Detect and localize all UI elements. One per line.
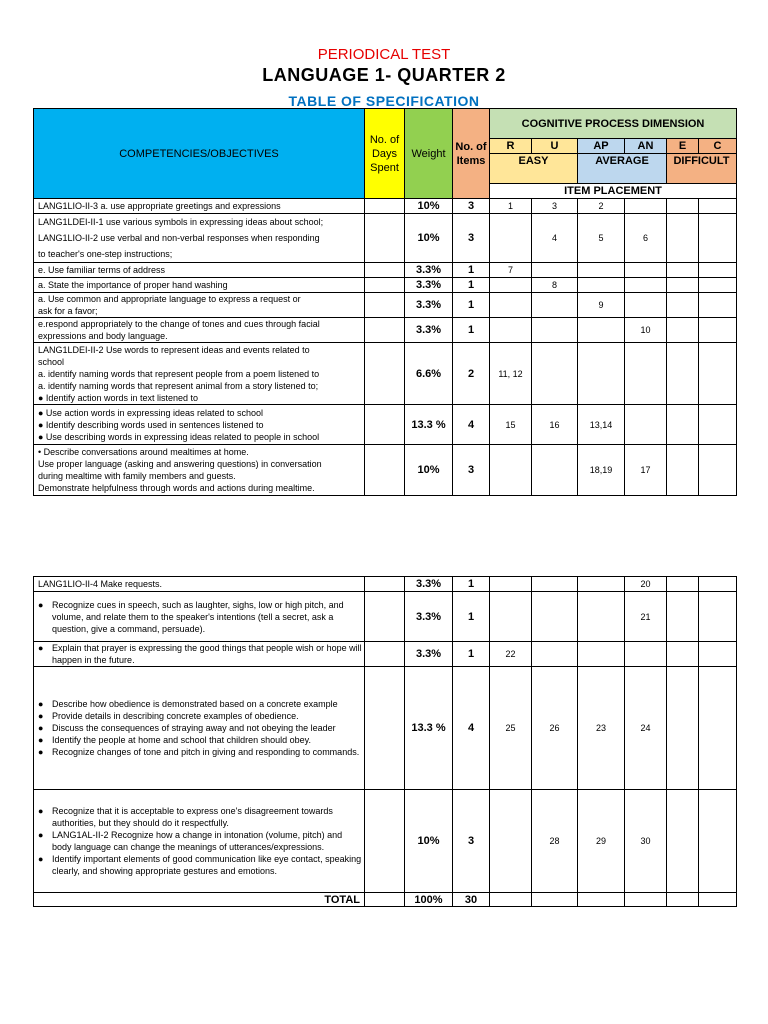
bullet-icon: ● <box>38 599 44 610</box>
items-cell: 3 <box>453 445 490 496</box>
competency-cell <box>34 214 365 263</box>
empty-cell <box>699 893 737 907</box>
an-cell <box>625 642 667 667</box>
e-cell <box>667 642 699 667</box>
bullet-text: Provide details in describing concrete examples of obedience. <box>52 711 299 721</box>
competency-cell <box>34 667 365 790</box>
competency-bullet <box>38 642 364 666</box>
weight-cell: 3.3% <box>405 642 453 667</box>
c-cell <box>699 577 737 592</box>
competency-bullet <box>38 734 364 746</box>
competency-line: a. identify naming words that represent animal from a story listened to; <box>38 380 319 391</box>
remembering-header: R <box>490 139 532 154</box>
days-cell <box>365 592 405 642</box>
r-cell: 22 <box>490 642 532 667</box>
days-cell <box>365 405 405 445</box>
empty-cell <box>490 893 532 907</box>
ap-cell <box>578 318 625 343</box>
table-of-specification-title: TABLE OF SPECIFICATION <box>288 93 480 109</box>
table-row <box>34 214 737 263</box>
competency-line: Use proper language (asking and answering questions) in conversation <box>38 459 322 469</box>
items-cell: 1 <box>453 293 490 318</box>
items-cell: 3 <box>453 214 490 263</box>
an-cell <box>625 263 667 278</box>
competency-line: ask for a favor; <box>38 306 98 316</box>
competency-cell <box>34 642 365 667</box>
competency-line: • Describe conversations around mealtimes at home. <box>38 447 249 457</box>
r-cell: 11, 12 <box>490 343 532 405</box>
an-cell: 20 <box>625 577 667 592</box>
evaluating-header: E <box>667 139 699 154</box>
bullet-text: LANG1AL-II-2 Recognize how a change in intonation (volume, pitch) and body language can change the meanings of utterances/expressions. <box>52 830 343 852</box>
r-cell <box>490 790 532 893</box>
ap-cell <box>578 263 625 278</box>
days-cell <box>365 893 405 907</box>
easy-header: EASY <box>490 154 578 184</box>
empty-cell <box>667 893 699 907</box>
u-cell: 16 <box>532 405 578 445</box>
competency-line: ● Use action words in expressing ideas related to school <box>38 407 264 418</box>
competency-line: Demonstrate helpfulness through words and actions during mealtime. <box>38 483 315 493</box>
r-cell <box>490 318 532 343</box>
weight-cell: 10% <box>405 790 453 893</box>
competency-line: school <box>38 356 65 367</box>
days-cell <box>365 214 405 263</box>
periodical-test-title: PERIODICAL TEST <box>317 46 451 63</box>
competency-cell <box>34 790 365 893</box>
an-cell <box>625 405 667 445</box>
e-cell <box>667 278 699 293</box>
competency-line: ● Use describing words in expressing ideas related to people in school <box>38 431 320 442</box>
competency-cell <box>34 405 365 445</box>
table-row <box>34 278 737 293</box>
e-cell <box>667 790 699 893</box>
ap-cell <box>578 577 625 592</box>
bullet-text: Discuss the consequences of straying away and not obeying the leader <box>52 723 336 733</box>
an-cell <box>625 199 667 214</box>
c-cell <box>699 445 737 496</box>
weight-cell: 3.3% <box>405 293 453 318</box>
bullet-text: Recognize cues in speech, such as laughter, sighs, low or high pitch, and volume, and relate them to the speaker's intentions (tell a secret, ask a question, give a command, persuade). <box>52 599 344 634</box>
items-cell: 1 <box>453 642 490 667</box>
r-cell: 15 <box>490 405 532 445</box>
competency-line: ● Identify action words in text listened to <box>38 392 199 403</box>
ap-cell <box>578 278 625 293</box>
r-cell <box>490 293 532 318</box>
u-cell <box>532 592 578 642</box>
bullet-text: Identify important elements of good communication like eye contact, speaking clearly, and showing appropriate gestures and emotions. <box>52 854 362 876</box>
an-cell: 10 <box>625 318 667 343</box>
items-cell: 1 <box>453 263 490 278</box>
ap-cell: 18,19 <box>578 445 625 496</box>
c-cell <box>699 263 737 278</box>
empty-cell <box>625 893 667 907</box>
competency-line: a. State the importance of proper hand washing <box>38 280 228 290</box>
bullet-icon: ● <box>38 747 44 757</box>
ap-cell <box>578 343 625 405</box>
weight-cell: 10% <box>405 199 453 214</box>
e-cell <box>667 592 699 642</box>
subject-quarter-title: LANGUAGE 1- QUARTER 2 <box>262 65 506 85</box>
days-cell <box>365 263 405 278</box>
competency-cell <box>34 445 365 496</box>
creating-header: C <box>699 139 737 154</box>
competency-bullet <box>38 710 364 722</box>
u-cell <box>532 318 578 343</box>
table-row <box>34 592 737 642</box>
table-row <box>34 343 737 405</box>
competency-line: ● Identify describing words used in sentences listened to <box>38 419 264 430</box>
an-cell: 17 <box>625 445 667 496</box>
u-cell <box>532 642 578 667</box>
an-cell: 30 <box>625 790 667 893</box>
page-header <box>0 46 768 110</box>
competency-bullet <box>38 829 364 853</box>
r-cell <box>490 577 532 592</box>
e-cell <box>667 577 699 592</box>
tos-table-part-1 <box>33 108 737 496</box>
bullet-text: Identify the people at home and school that children should obey. <box>52 735 312 745</box>
applying-header: AP <box>578 139 625 154</box>
ap-cell: 2 <box>578 199 625 214</box>
competency-line: e.respond appropriately to the change of tones and cues through facial <box>38 319 320 329</box>
items-cell: 4 <box>453 405 490 445</box>
table-row <box>34 667 737 790</box>
days-cell <box>365 445 405 496</box>
bullet-icon: ● <box>38 806 44 816</box>
table-row <box>34 263 737 278</box>
items-cell: 1 <box>453 592 490 642</box>
table-row <box>34 790 737 893</box>
c-cell <box>699 214 737 263</box>
competency-cell <box>34 278 365 293</box>
items-cell: 1 <box>453 278 490 293</box>
competency-line: expressions and body language. <box>38 331 168 341</box>
competency-line: during mealtime with family members and guests. <box>38 471 236 481</box>
r-cell <box>490 445 532 496</box>
competency-line: to teacher's one-step instructions; <box>38 249 173 259</box>
days-cell <box>365 293 405 318</box>
no-of-items-header: No. of Items <box>453 109 490 199</box>
u-cell <box>532 445 578 496</box>
bullet-text: Explain that prayer is expressing the good things that people wish or hope will happen in the future. <box>52 643 362 665</box>
competency-cell <box>34 318 365 343</box>
c-cell <box>699 199 737 214</box>
u-cell: 4 <box>532 214 578 263</box>
ap-cell: 29 <box>578 790 625 893</box>
competency-bullet <box>38 722 364 734</box>
u-cell <box>532 293 578 318</box>
ap-cell: 9 <box>578 293 625 318</box>
an-cell: 6 <box>625 214 667 263</box>
u-cell: 3 <box>532 199 578 214</box>
weight-cell: 3.3% <box>405 278 453 293</box>
an-cell <box>625 293 667 318</box>
u-cell <box>532 263 578 278</box>
competency-line: a. identify naming words that represent people from a poem listened to <box>38 368 320 379</box>
ap-cell: 5 <box>578 214 625 263</box>
days-cell <box>365 642 405 667</box>
an-cell: 21 <box>625 592 667 642</box>
ap-cell: 13,14 <box>578 405 625 445</box>
r-cell: 25 <box>490 667 532 790</box>
days-cell <box>365 667 405 790</box>
empty-cell <box>578 893 625 907</box>
empty-cell <box>532 893 578 907</box>
r-cell <box>490 278 532 293</box>
e-cell <box>667 214 699 263</box>
competency-line: LANG1LIO-II-2 use verbal and non-verbal responses when responding <box>38 233 320 243</box>
items-cell: 1 <box>453 318 490 343</box>
competency-line: LANG1LDEI-II-1 use various symbols in expressing ideas about school; <box>38 217 324 227</box>
e-cell <box>667 405 699 445</box>
c-cell <box>699 642 737 667</box>
table-row <box>34 405 737 445</box>
days-spent-header: No. of Days Spent <box>365 109 405 199</box>
understanding-header: U <box>532 139 578 154</box>
weight-header: Weight <box>405 109 453 199</box>
difficult-header: DIFFICULT <box>667 154 737 184</box>
c-cell <box>699 293 737 318</box>
item-placement-header: ITEM PLACEMENT <box>490 184 737 199</box>
weight-cell: 10% <box>405 445 453 496</box>
bullet-text: Describe how obedience is demonstrated based on a concrete example <box>52 699 338 709</box>
bullet-icon: ● <box>38 723 44 733</box>
table-row <box>34 445 737 496</box>
competency-bullet <box>38 698 364 710</box>
ap-cell: 23 <box>578 667 625 790</box>
c-cell <box>699 278 737 293</box>
competency-line: a. Use common and appropriate language to express a request or <box>38 294 301 304</box>
e-cell <box>667 445 699 496</box>
weight-cell: 10% <box>405 214 453 263</box>
competency-cell <box>34 343 365 405</box>
days-cell <box>365 318 405 343</box>
u-cell: 26 <box>532 667 578 790</box>
competency-bullet <box>38 599 364 635</box>
e-cell <box>667 199 699 214</box>
days-cell <box>365 278 405 293</box>
weight-cell: 3.3% <box>405 263 453 278</box>
weight-cell: 6.6% <box>405 343 453 405</box>
days-cell <box>365 199 405 214</box>
total-label: TOTAL <box>34 893 365 907</box>
r-cell: 7 <box>490 263 532 278</box>
u-cell <box>532 343 578 405</box>
average-header: AVERAGE <box>578 154 667 184</box>
weight-cell: 3.3% <box>405 318 453 343</box>
c-cell <box>699 405 737 445</box>
c-cell <box>699 318 737 343</box>
table-row <box>34 293 737 318</box>
items-cell: 4 <box>453 667 490 790</box>
r-cell <box>490 592 532 642</box>
c-cell <box>699 667 737 790</box>
competency-bullet <box>38 853 364 877</box>
bullet-icon: ● <box>38 699 44 709</box>
c-cell <box>699 592 737 642</box>
total-row <box>34 893 737 907</box>
u-cell <box>532 577 578 592</box>
competency-bullet <box>38 746 364 758</box>
tos-table-part-2 <box>33 576 737 907</box>
weight-cell: 3.3% <box>405 577 453 592</box>
bullet-icon: ● <box>38 643 44 653</box>
days-cell <box>365 343 405 405</box>
weight-cell: 13.3 % <box>405 667 453 790</box>
items-cell: 1 <box>453 577 490 592</box>
r-cell: 1 <box>490 199 532 214</box>
an-cell <box>625 343 667 405</box>
table-row <box>34 577 737 592</box>
competencies-header: COMPETENCIES/OBJECTIVES <box>34 109 365 199</box>
bullet-icon: ● <box>38 854 44 864</box>
u-cell: 8 <box>532 278 578 293</box>
an-cell: 24 <box>625 667 667 790</box>
table-row <box>34 642 737 667</box>
competency-bullet <box>38 805 364 829</box>
days-cell <box>365 790 405 893</box>
e-cell <box>667 343 699 405</box>
weight-cell: 13.3 % <box>405 405 453 445</box>
competency-line: LANG1LDEI-II-2 Use words to represent ideas and events related to <box>38 344 310 355</box>
e-cell <box>667 667 699 790</box>
e-cell <box>667 293 699 318</box>
ap-cell <box>578 592 625 642</box>
u-cell: 28 <box>532 790 578 893</box>
competency-line: LANG1LIO-II-4 Make requests. <box>38 579 163 589</box>
analyzing-header: AN <box>625 139 667 154</box>
table-row <box>34 318 737 343</box>
bullet-icon: ● <box>38 830 44 840</box>
e-cell <box>667 318 699 343</box>
competency-cell <box>34 577 365 592</box>
competency-line: e. Use familiar terms of address <box>38 265 166 275</box>
items-cell: 3 <box>453 199 490 214</box>
bullet-icon: ● <box>38 735 44 745</box>
table-row <box>34 199 737 214</box>
days-cell <box>365 577 405 592</box>
competency-cell <box>34 263 365 278</box>
competency-cell <box>34 592 365 642</box>
r-cell <box>490 214 532 263</box>
items-cell: 3 <box>453 790 490 893</box>
bullet-text: Recognize changes of tone and pitch in giving and responding to commands. <box>52 747 360 757</box>
total-weight: 100% <box>405 893 453 907</box>
competency-cell <box>34 293 365 318</box>
total-items: 30 <box>453 893 490 907</box>
weight-cell: 3.3% <box>405 592 453 642</box>
an-cell <box>625 278 667 293</box>
bullet-text: Recognize that it is acceptable to express one's disagreement towards authorities, but they should do it respectfully. <box>52 806 333 828</box>
cognitive-process-header: COGNITIVE PROCESS DIMENSION <box>490 109 737 139</box>
competency-line: LANG1LIO-II-3 a. use appropriate greetings and expressions <box>38 201 281 211</box>
bullet-icon: ● <box>38 711 44 721</box>
items-cell: 2 <box>453 343 490 405</box>
c-cell <box>699 343 737 405</box>
competency-cell <box>34 199 365 214</box>
ap-cell <box>578 642 625 667</box>
e-cell <box>667 263 699 278</box>
c-cell <box>699 790 737 893</box>
